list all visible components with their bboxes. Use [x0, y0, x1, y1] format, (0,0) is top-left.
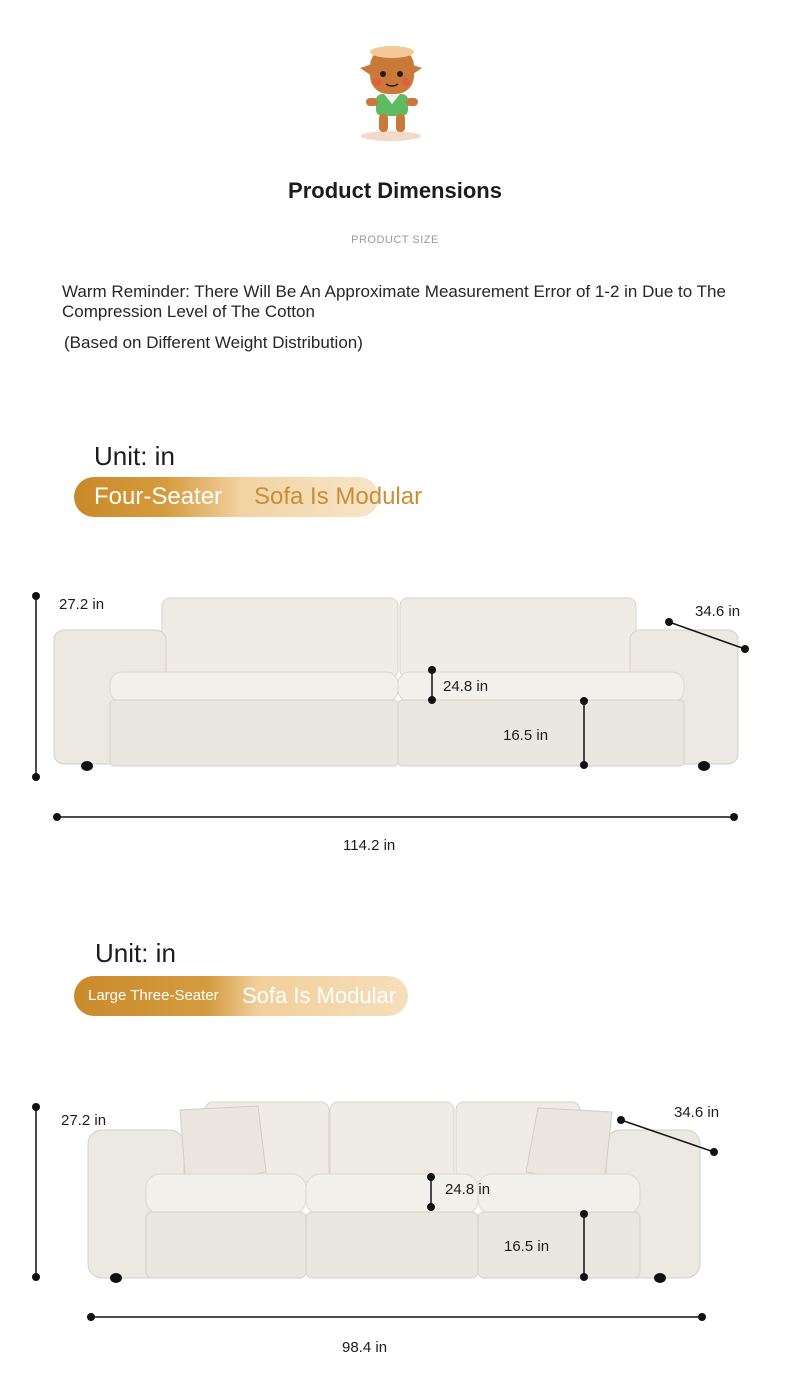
badge-right-text-2: Sofa Is Modular: [242, 983, 397, 1008]
unit-label-1: Unit: in: [94, 441, 175, 471]
sofa-type-badge-2: [74, 976, 408, 1016]
width-label-2: 98.4 in: [342, 1339, 388, 1356]
unit-label-2: Unit: in: [95, 938, 176, 968]
back-height-label-1: 24.8 in: [443, 678, 489, 695]
mascot-icon: [352, 42, 430, 142]
dimension-lines-2: [0, 1090, 790, 1360]
width-label-1: 114.2 in: [343, 837, 396, 854]
seat-height-label-1: 16.5 in: [503, 727, 549, 744]
depth-label-2: 34.6 in: [674, 1104, 720, 1121]
badge-right-text-1: Sofa Is Modular: [254, 483, 423, 510]
depth-label-1: 34.6 in: [695, 603, 741, 620]
badge-left-text-2: Large Three-Seater: [88, 987, 219, 1004]
height-label-1: 27.2 in: [59, 596, 105, 613]
dimension-lines-1: [0, 580, 790, 840]
sofa-type-badge-1: [74, 477, 423, 517]
page-subtitle: PRODUCT SIZE: [351, 234, 439, 246]
badge-left-text-1: Four-Seater: [94, 483, 223, 510]
seat-height-label-2: 16.5 in: [504, 1238, 550, 1255]
warm-reminder-text: Warm Reminder: There Will Be An Approximate Measurement Error of 1-2 in Due to The Compression Level of The Cotton: [62, 282, 726, 321]
height-label-2: 27.2 in: [61, 1112, 107, 1129]
weight-distribution-note: (Based on Different Weight Distribution): [64, 333, 363, 352]
page-title: Product Dimensions: [288, 178, 502, 203]
back-height-label-2: 24.8 in: [445, 1181, 491, 1198]
